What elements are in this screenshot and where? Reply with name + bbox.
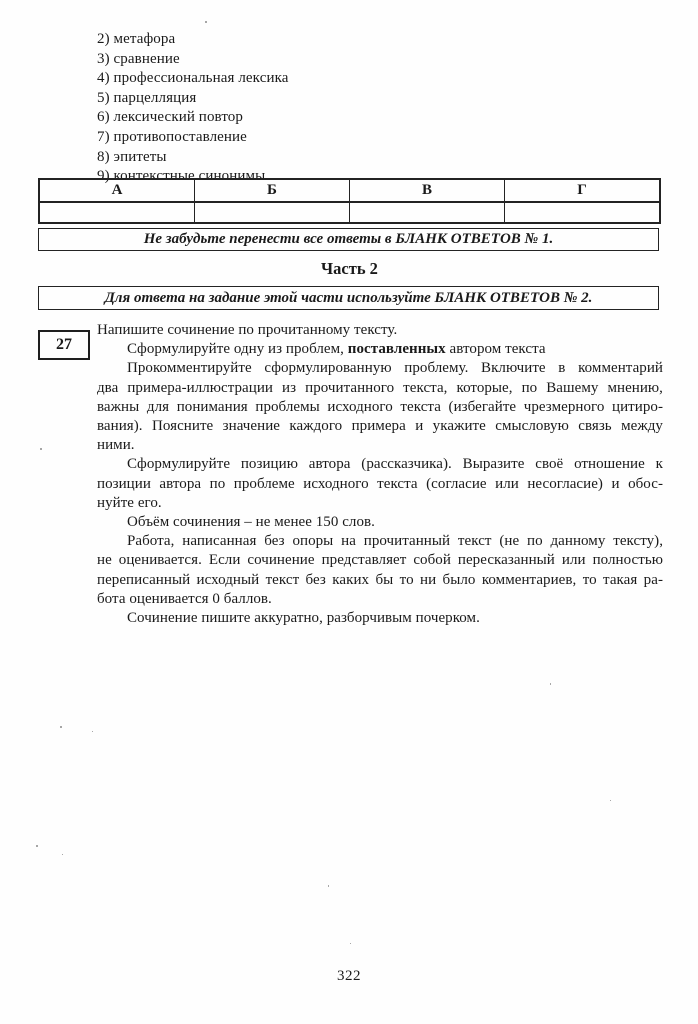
task-line: Прокомментируйте сформулированную проблему. Включите в комментарий	[127, 360, 663, 377]
answer-cell-b	[194, 202, 349, 223]
option-item-4: 4) профессиональная лексика	[97, 70, 289, 87]
task-line: Объём сочинения – не менее 150 слов.	[127, 514, 375, 531]
task-line: Работа, написанная без опоры на прочитанный текст (не по данному тексту),	[127, 533, 663, 550]
scan-speck	[350, 943, 351, 944]
task-line	[97, 340, 663, 359]
task-line: не оценивается. Если сочинение представляет собой пересказанный или полностью	[97, 552, 663, 569]
table-header-a: А	[39, 179, 194, 202]
task-line-bold-word: поставленных	[347, 341, 446, 358]
option-item-6: 6) лексический повтор	[97, 109, 244, 126]
task-line: Сформулируйте позицию автора (рассказчика). Выразите своё отношение к	[127, 456, 663, 473]
task-line: бота оценивается 0 баллов.	[97, 590, 272, 607]
task-line: Напишите сочинение по прочитанному тексту.	[97, 322, 398, 338]
scan-speck	[550, 683, 551, 685]
scan-speck	[36, 845, 38, 847]
scan-speck	[60, 726, 62, 728]
task-line: два примера-иллюстрации из прочитанного текста, которые, по Вашему мнению,	[97, 379, 663, 396]
task-line: вания). Поясните значение каждого примера и укажите смысловую связь между	[97, 418, 663, 435]
scan-speck	[610, 800, 611, 801]
task-line-segment: Сформулируйте одну из проблем,	[127, 341, 348, 358]
task-line: позиции автора по проблеме исходного текста (согласие или несогласие) и обос-	[97, 475, 663, 492]
answer-table	[38, 178, 661, 224]
task-line: ними.	[97, 437, 135, 454]
answer-cell-a	[39, 202, 194, 223]
task-line: важны для понимания проблемы исходного текста (избегайте чрезмерного цитиро-	[97, 398, 663, 415]
notice-transfer-answers: Не забудьте перенести все ответы в БЛАНК ОТВЕТОВ № 1.	[38, 228, 659, 251]
notice-use-answer-sheet-2: Для ответа на задание этой части используйте БЛАНК ОТВЕТОВ № 2.	[38, 286, 659, 310]
scan-speck	[62, 854, 63, 855]
answer-cell-v	[349, 202, 504, 223]
page-number: 322	[337, 968, 361, 984]
task-line-segment: автором текста	[445, 341, 546, 358]
table-header-g: Г	[504, 179, 660, 202]
answer-table-header-row	[39, 179, 660, 202]
option-item-9: 9) контекстные синонимы	[97, 168, 266, 185]
answer-table-input-row	[39, 202, 660, 223]
answer-cell-g	[504, 202, 660, 223]
options-list	[97, 30, 289, 187]
task-27-text	[97, 321, 663, 628]
scan-speck	[92, 731, 93, 732]
table-header-v: В	[349, 179, 504, 202]
task-line: Сочинение пишите аккуратно, разборчивым почерком.	[127, 610, 480, 627]
option-item-7: 7) противопоставление	[97, 128, 247, 145]
option-item-3: 3) сравнение	[97, 50, 180, 67]
option-item-8: 8) эпитеты	[97, 148, 167, 165]
option-item-2: 2) метафора	[97, 31, 176, 47]
scan-speck	[40, 448, 42, 450]
task-line: нуйте его.	[97, 494, 162, 511]
scan-speck	[205, 21, 207, 23]
task-number-box: 27	[38, 330, 90, 360]
option-item-5: 5) парцелляция	[97, 89, 197, 106]
table-header-b: Б	[194, 179, 349, 202]
scan-speck	[328, 885, 329, 887]
part-2-heading: Часть 2	[321, 259, 378, 278]
task-line: переписанный исходный текст без каких бы то ни было комментариев, то такая ра-	[97, 571, 663, 588]
